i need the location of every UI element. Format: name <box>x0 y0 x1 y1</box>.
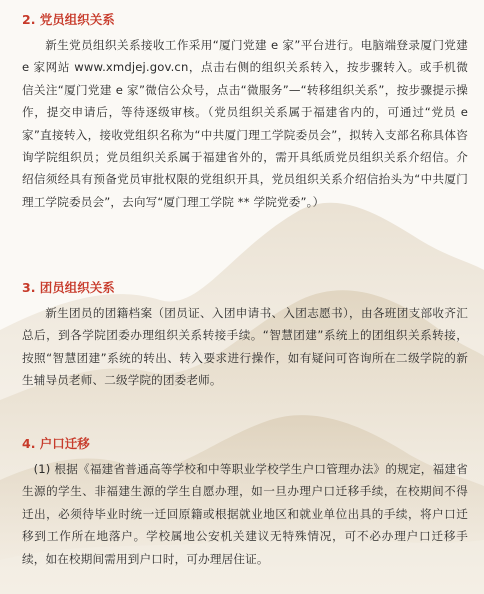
section-body-league-member: 新生团员的团籍档案（团员证、入团申请书、入团志愿书），由各班团支部收齐汇总后，到各学院团委办理组织关系转接手续。“智慧团建”系统上的团组织关系转接，按照“智慧团建”系统的转出、转入要求进行操作，如有疑问可咨询所在二级学院的新生辅导员老师、二级学院的团委老师。 <box>22 306 468 388</box>
section-body-party-member: 新生党员组织关系接收工作采用“厦门党建 e 家”平台进行。电脑端登录厦门党建 e 家网站 www.xmdjej.gov.cn，点击右侧的组织关系转入，按步骤转入。或手机微信关注“厦门党建 e 家”微信公众号，点击“微服务”—“转移组织关系”，按步骤提示操作，提交申请后，等待逐级审核。（党员组织关系属于福建省内的，可通过“党员 e 家”直接转入，接收党组织名称为“中共厦门理工学院委员会”，拟转入支部名称具体咨询学院组织员；党员组织关系属于福建省外的，需开具纸质党员组织关系介绍信。介绍信须经具有预备党员审批权限的党组织开具，党员组织关系介绍信抬头为“中共厦门理工学院委员会”，去向写“厦门理工学院 ** 学院党委”。） <box>22 38 468 209</box>
section-heading-league-member: 3. 团员组织关系 <box>22 280 115 295</box>
section-heading-household-registration: 4. 户口迁移 <box>22 436 90 451</box>
league-member-section <box>22 280 468 392</box>
party-member-section <box>22 12 468 213</box>
section-heading-party-member: 2. 党员组织关系 <box>22 12 115 27</box>
section-body-household-registration: (1) 根据《福建省普通高等学校和中等职业学校学生户口管理办法》的规定，福建省生源的学生、非福建生源的学生自愿办理，如一旦办理户口迁移手续，在校期间不得迁出，必须待毕业时统一迁回原籍或根据就业地区和就业单位出具的手续，将户口迁移到工作所在地落户。学校属地公安机关建议无特殊情况，可不必办理户口迁移手续，如在校期间需用到户口时，可办理居住证。 <box>22 462 468 566</box>
household-registration-section <box>22 436 468 570</box>
